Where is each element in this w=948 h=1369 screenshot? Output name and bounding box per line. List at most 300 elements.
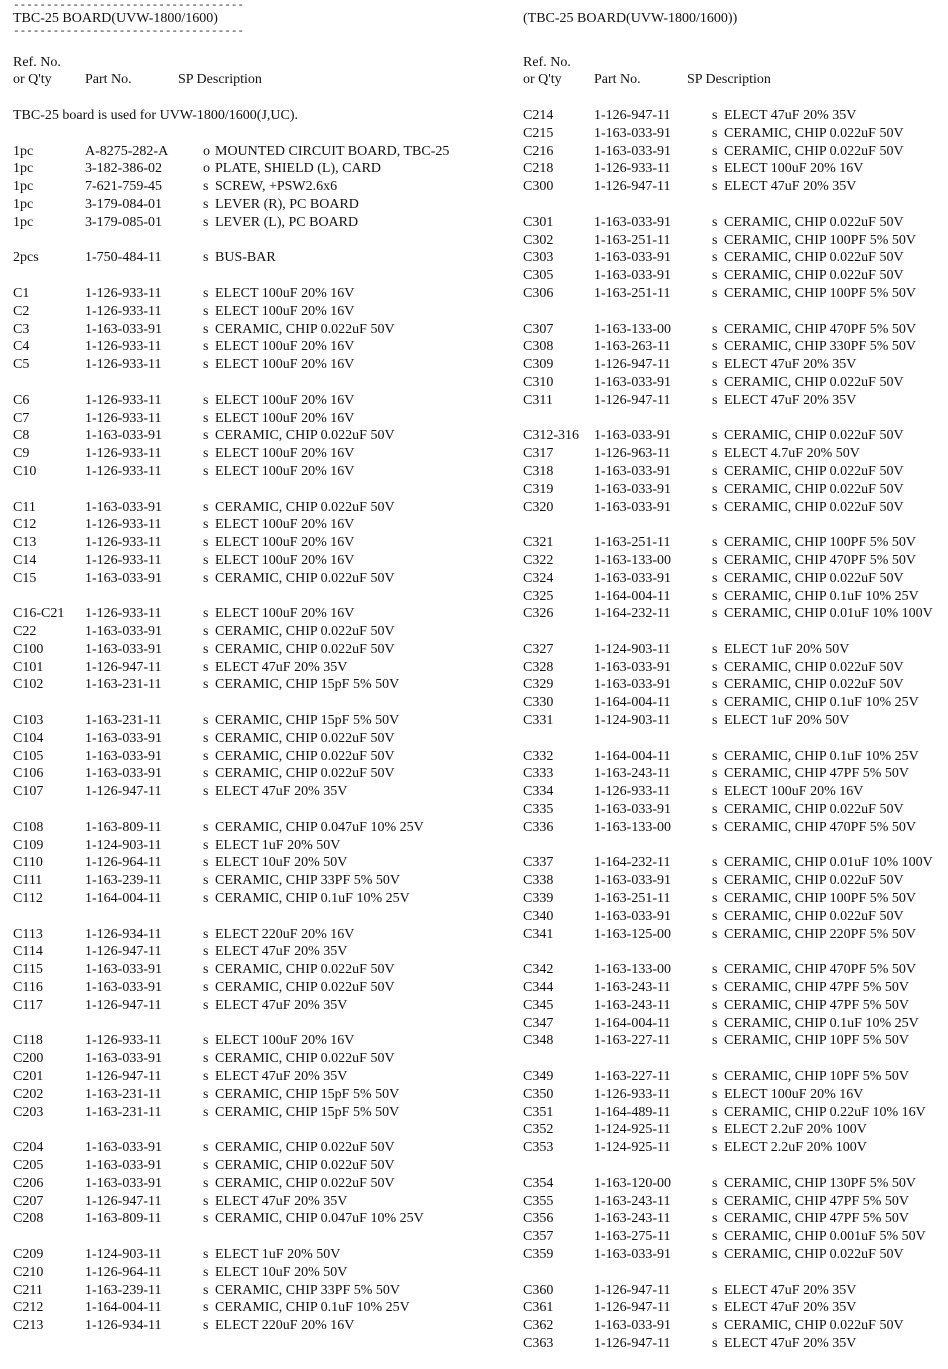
part-number-cell: 1-163-033-91 — [85, 570, 162, 586]
part-number-cell: 1-124-903-11 — [85, 837, 162, 853]
table-row — [13, 338, 483, 356]
part-number-cell: 1-163-133-00 — [594, 962, 671, 978]
part-number-cell: 1-163-243-11 — [594, 1211, 671, 1227]
part-number-cell: 7-621-759-45 — [85, 179, 162, 195]
part-number-cell: 1-163-251-11 — [594, 285, 671, 301]
description-cell: ELECT 100uF 20% 16V — [215, 463, 355, 479]
description-cell: ELECT 1uF 20% 50V — [215, 1246, 341, 1262]
table-row — [523, 1086, 943, 1104]
ref-cell: C16-C21 — [13, 606, 65, 622]
table-row — [523, 374, 943, 392]
part-number-cell: 1-126-947-11 — [85, 944, 162, 960]
sp-code-cell: s — [203, 428, 209, 444]
ref-cell: C111 — [13, 873, 43, 889]
ref-cell: C105 — [13, 748, 44, 764]
sp-code-cell: s — [712, 855, 718, 871]
part-number-cell: 1-163-243-11 — [594, 766, 671, 782]
column-header — [13, 71, 483, 89]
ref-cell: C201 — [13, 1069, 44, 1085]
sp-code-cell: s — [203, 1158, 209, 1173]
part-number-cell: 1-163-033-91 — [85, 624, 162, 640]
ref-cell: C301 — [523, 214, 554, 230]
sp-code-cell: s — [712, 125, 718, 141]
table-row — [523, 801, 943, 819]
table-row — [13, 392, 483, 410]
sp-code-cell: s — [712, 321, 718, 337]
part-number-cell: 1-163-033-91 — [85, 1140, 162, 1156]
description-cell: CERAMIC, CHIP 0.01uF 10% 100V — [724, 855, 933, 871]
part-number-cell: 1-163-033-91 — [594, 268, 671, 284]
description-cell: CERAMIC, CHIP 47PF 5% 50V — [724, 980, 910, 996]
sp-code-cell: s — [203, 1069, 209, 1085]
table-row — [13, 837, 483, 855]
description-cell: ELECT 100uF 20% 16V — [215, 392, 355, 408]
sp-code-cell: s — [712, 1193, 718, 1209]
description-cell: CERAMIC, CHIP 0.022uF 50V — [724, 268, 904, 284]
table-row — [13, 926, 483, 944]
ref-cell: C307 — [523, 321, 554, 337]
description-cell: ELECT 100uF 20% 16V — [215, 1033, 355, 1049]
part-number-cell: 1-163-239-11 — [85, 1282, 162, 1298]
sp-code-cell: s — [712, 1122, 718, 1138]
table-row — [13, 143, 483, 161]
ref-cell: C210 — [13, 1264, 44, 1280]
table-row — [523, 481, 943, 499]
sp-code-cell: s — [203, 980, 209, 996]
description-cell: CERAMIC, CHIP 0.022uF 50V — [724, 802, 904, 818]
sp-code-cell: s — [712, 926, 718, 942]
sp-code-cell: s — [712, 374, 718, 390]
description-cell: CERAMIC, CHIP 47PF 5% 50V — [724, 1193, 910, 1209]
sp-code-cell: s — [712, 891, 718, 907]
ref-cell: C325 — [523, 588, 554, 604]
description-cell: ELECT 100uF 20% 16V — [215, 303, 355, 319]
ref-cell: C347 — [523, 1015, 554, 1031]
ref-cell: C14 — [13, 552, 37, 568]
description-cell: CERAMIC, CHIP 0.022uF 50V — [724, 428, 904, 444]
table-row — [13, 712, 483, 730]
part-number-cell: 1-163-033-91 — [594, 1246, 671, 1262]
sp-code-cell: s — [203, 1246, 209, 1262]
sp-code-cell: s — [203, 962, 209, 978]
ref-cell: C115 — [13, 962, 43, 978]
ref-cell: C213 — [13, 1318, 44, 1334]
description-cell: CERAMIC, CHIP 47PF 5% 50V — [724, 997, 910, 1013]
table-row — [523, 125, 943, 143]
ref-cell: C310 — [523, 374, 554, 390]
description-cell: CERAMIC, CHIP 0.022uF 50V — [215, 1051, 395, 1067]
header-sp-description: SP Description — [178, 72, 262, 88]
ref-cell: C208 — [13, 1211, 44, 1227]
table-row — [523, 1282, 943, 1300]
parts-table-right — [523, 107, 943, 1353]
sp-code-cell: s — [203, 285, 209, 301]
table-row — [523, 712, 943, 730]
table-row — [523, 392, 943, 410]
part-number-cell: 1-164-232-11 — [594, 606, 671, 622]
ref-cell: C15 — [13, 570, 37, 586]
part-number-cell: 1-164-489-11 — [594, 1104, 671, 1120]
header-ref-qty: or Q'ty — [13, 72, 52, 88]
ref-cell: 1pc — [13, 179, 34, 195]
description-cell: ELECT 47uF 20% 35V — [215, 944, 348, 960]
sp-code-cell: s — [203, 250, 209, 266]
table-row — [13, 1068, 483, 1086]
table-row — [13, 676, 483, 694]
sp-code-cell: s — [203, 1086, 209, 1102]
ref-cell: C332 — [523, 748, 554, 764]
description-cell: CERAMIC, CHIP 0.022uF 50V — [724, 214, 904, 230]
ref-cell: C334 — [523, 784, 554, 800]
description-cell: CERAMIC, CHIP 0.022uF 50V — [215, 980, 395, 996]
header-part-no: Part No. — [85, 72, 132, 88]
table-row — [13, 321, 483, 339]
description-cell: CERAMIC, CHIP 470PF 5% 50V — [724, 819, 917, 835]
sp-code-cell: s — [203, 463, 209, 479]
table-row — [523, 605, 943, 623]
ref-cell: C335 — [523, 802, 554, 818]
part-number-cell: 1-163-033-91 — [594, 125, 671, 141]
description-cell: CERAMIC, CHIP 0.047uF 10% 25V — [215, 1211, 424, 1227]
ref-cell: C303 — [523, 250, 554, 266]
ref-cell: C355 — [523, 1193, 554, 1209]
description-cell: CERAMIC, CHIP 470PF 5% 50V — [724, 962, 917, 978]
description-cell: ELECT 2.2uF 20% 100V — [724, 1122, 867, 1138]
table-row — [523, 1121, 943, 1139]
sp-code-cell: s — [712, 1246, 718, 1262]
table-row — [13, 1050, 483, 1068]
ref-cell: C305 — [523, 268, 554, 284]
table-row — [13, 659, 483, 677]
sp-code-cell: o — [203, 161, 210, 177]
table-row — [13, 943, 483, 961]
sp-code-cell: s — [203, 552, 209, 568]
part-number-cell: 1-163-251-11 — [594, 891, 671, 907]
header-ref-no: Ref. No. — [13, 54, 61, 70]
sp-code-cell: s — [712, 997, 718, 1013]
table-row — [13, 570, 483, 588]
sp-code-cell: s — [712, 1282, 718, 1298]
sp-code-cell: s — [203, 891, 209, 907]
part-number-cell: 1-126-933-11 — [85, 517, 162, 533]
ref-cell: C203 — [13, 1104, 44, 1120]
table-row — [13, 730, 483, 748]
description-cell: CERAMIC, CHIP 0.047uF 10% 25V — [215, 819, 424, 835]
part-number-cell: 1-126-947-11 — [594, 179, 671, 195]
table-row — [523, 979, 943, 997]
table-row — [13, 214, 483, 232]
table-row — [13, 552, 483, 570]
description-cell: CERAMIC, CHIP 0.022uF 50V — [215, 1140, 395, 1156]
description-cell: CERAMIC, CHIP 0.022uF 50V — [724, 463, 904, 479]
part-number-cell: 1-163-033-91 — [85, 730, 162, 746]
description-cell: CERAMIC, CHIP 0.022uF 50V — [724, 873, 904, 889]
ref-cell: C7 — [13, 410, 30, 426]
ref-cell: C338 — [523, 873, 554, 889]
ref-cell: C206 — [13, 1175, 44, 1191]
ref-cell: C349 — [523, 1069, 554, 1085]
table-row — [523, 908, 943, 926]
sp-code-cell: s — [712, 161, 718, 177]
description-cell: CERAMIC, CHIP 15pF 5% 50V — [215, 713, 400, 729]
description-cell: ELECT 100uF 20% 16V — [724, 161, 864, 177]
part-number-cell: 1-163-033-91 — [594, 143, 671, 159]
table-row — [523, 107, 943, 125]
ref-cell: C336 — [523, 819, 554, 835]
table-row — [13, 605, 483, 623]
sp-code-cell: s — [712, 499, 718, 515]
description-cell: BUS-BAR — [215, 250, 276, 266]
ref-cell: C351 — [523, 1104, 554, 1120]
sp-code-cell: s — [203, 1051, 209, 1067]
ref-cell: C214 — [523, 107, 554, 123]
description-cell: CERAMIC, CHIP 220PF 5% 50V — [724, 926, 917, 942]
table-row — [523, 1317, 943, 1335]
table-row — [13, 534, 483, 552]
sp-code-cell: s — [712, 1335, 718, 1351]
part-number-cell: 1-163-033-91 — [85, 499, 162, 515]
table-row — [13, 890, 483, 908]
part-number-cell: 1-126-933-11 — [85, 1033, 162, 1049]
ref-cell: C328 — [523, 659, 554, 675]
part-number-cell: 1-163-033-91 — [85, 962, 162, 978]
sp-code-cell: s — [712, 446, 718, 462]
ref-cell: C363 — [523, 1335, 554, 1351]
table-row — [13, 1246, 483, 1264]
sp-code-cell: s — [203, 677, 209, 693]
sp-code-cell: s — [712, 535, 718, 551]
description-cell: CERAMIC, CHIP 0.022uF 50V — [724, 374, 904, 390]
table-row — [523, 267, 943, 285]
ref-cell: C359 — [523, 1246, 554, 1262]
part-number-cell: 1-126-947-11 — [594, 1300, 671, 1316]
description-cell: CERAMIC, CHIP 0.022uF 50V — [724, 125, 904, 141]
part-number-cell: 1-163-033-91 — [594, 659, 671, 675]
part-number-cell: 1-126-933-11 — [85, 303, 162, 319]
table-row — [523, 214, 943, 232]
sp-code-cell: s — [712, 962, 718, 978]
table-row — [523, 160, 943, 178]
sp-code-cell: s — [712, 766, 718, 782]
part-number-cell: 1-163-033-91 — [594, 570, 671, 586]
ref-cell: C312-316 — [523, 428, 579, 444]
description-cell: ELECT 47uF 20% 35V — [724, 1282, 857, 1298]
sp-code-cell: s — [203, 179, 209, 195]
part-number-cell: 1-163-033-91 — [85, 1051, 162, 1067]
ref-cell: C8 — [13, 428, 30, 444]
description-cell: CERAMIC, CHIP 15pF 5% 50V — [215, 1086, 400, 1102]
sp-code-cell: s — [712, 285, 718, 301]
table-row — [523, 463, 943, 481]
ref-cell: C9 — [13, 446, 30, 462]
sp-code-cell: s — [712, 552, 718, 568]
table-row — [13, 1139, 483, 1157]
table-row — [523, 1015, 943, 1033]
top-rule: ----------------------------------- — [13, 0, 245, 12]
part-number-cell: 1-163-125-00 — [594, 926, 671, 942]
ref-cell: C212 — [13, 1300, 44, 1316]
table-row — [523, 232, 943, 250]
part-number-cell: 1-126-963-11 — [594, 446, 671, 462]
ref-cell: C331 — [523, 713, 554, 729]
part-number-cell: 1-126-933-11 — [594, 161, 671, 177]
part-number-cell: 1-124-925-11 — [594, 1122, 671, 1138]
description-cell: ELECT 220uF 20% 16V — [215, 1318, 355, 1334]
part-number-cell: 1-126-964-11 — [85, 1264, 162, 1280]
sp-code-cell: s — [203, 748, 209, 764]
sp-code-cell: s — [712, 179, 718, 195]
part-number-cell: 1-124-925-11 — [594, 1140, 671, 1156]
table-row — [13, 303, 483, 321]
sp-code-cell: s — [712, 428, 718, 444]
part-number-cell: 1-163-033-91 — [594, 374, 671, 390]
sp-code-cell: s — [712, 1104, 718, 1120]
part-number-cell: 1-126-947-11 — [85, 1069, 162, 1085]
description-cell: ELECT 2.2uF 20% 100V — [724, 1140, 867, 1156]
description-cell: CERAMIC, CHIP 0.022uF 50V — [724, 677, 904, 693]
description-cell: ELECT 47uF 20% 35V — [724, 179, 857, 195]
table-row — [13, 499, 483, 517]
ref-cell: C300 — [523, 179, 554, 195]
description-cell: CERAMIC, CHIP 10PF 5% 50V — [724, 1069, 910, 1085]
sp-code-cell: s — [712, 588, 718, 604]
sp-code-cell: s — [712, 339, 718, 355]
description-cell: CERAMIC, CHIP 0.022uF 50V — [215, 1158, 395, 1173]
table-row — [13, 819, 483, 837]
ref-cell: C4 — [13, 339, 30, 355]
ref-cell: C207 — [13, 1193, 44, 1209]
description-cell: ELECT 47uF 20% 35V — [215, 997, 348, 1013]
sp-code-cell: s — [712, 1069, 718, 1085]
description-cell: CERAMIC, CHIP 0.001uF 5% 50V — [724, 1229, 926, 1245]
ref-cell: C200 — [13, 1051, 44, 1067]
table-row — [13, 623, 483, 641]
description-cell: ELECT 100uF 20% 16V — [215, 285, 355, 301]
description-cell: CERAMIC, CHIP 0.022uF 50V — [724, 1246, 904, 1262]
table-row — [523, 765, 943, 783]
part-number-cell: 1-126-947-11 — [594, 357, 671, 373]
description-cell: CERAMIC, CHIP 0.1uF 10% 25V — [724, 748, 919, 764]
part-number-cell: 1-163-033-91 — [594, 463, 671, 479]
sp-code-cell: s — [203, 1175, 209, 1191]
part-number-cell: 1-126-933-11 — [594, 784, 671, 800]
ref-cell: C339 — [523, 891, 554, 907]
ref-cell: C101 — [13, 659, 44, 675]
sp-code-cell: s — [712, 250, 718, 266]
table-row — [13, 765, 483, 783]
part-number-cell: 1-163-033-91 — [85, 1158, 162, 1173]
description-cell: CERAMIC, CHIP 0.022uF 50V — [215, 570, 395, 586]
part-number-cell: 1-126-947-11 — [594, 392, 671, 408]
description-cell: CERAMIC, CHIP 0.022uF 50V — [724, 481, 904, 497]
ref-cell: C361 — [523, 1300, 554, 1316]
ref-cell: C344 — [523, 980, 554, 996]
table-row — [523, 570, 943, 588]
sp-code-cell: s — [203, 1193, 209, 1209]
sp-code-cell: s — [712, 143, 718, 159]
sp-code-cell: s — [203, 321, 209, 337]
sp-code-cell: s — [712, 659, 718, 675]
description-cell: ELECT 100uF 20% 16V — [215, 446, 355, 462]
table-row — [523, 872, 943, 890]
part-number-cell: 1-163-033-91 — [594, 677, 671, 693]
ref-cell: 2pcs — [13, 250, 39, 266]
table-row — [523, 552, 943, 570]
part-number-cell: 1-126-934-11 — [85, 1318, 162, 1334]
description-cell: ELECT 100uF 20% 16V — [215, 339, 355, 355]
description-cell: CERAMIC, CHIP 0.022uF 50V — [724, 499, 904, 515]
table-row — [523, 1299, 943, 1317]
part-number-cell: 1-124-903-11 — [85, 1246, 162, 1262]
description-cell: CERAMIC, CHIP 47PF 5% 50V — [724, 1211, 910, 1227]
header-part-no: Part No. — [594, 72, 641, 88]
part-number-cell: 1-124-903-11 — [594, 641, 671, 657]
part-number-cell: 1-163-227-11 — [594, 1033, 671, 1049]
sp-code-cell: o — [203, 143, 210, 159]
ref-cell: C118 — [13, 1033, 43, 1049]
ref-cell: C10 — [13, 463, 37, 479]
table-row — [523, 997, 943, 1015]
ref-cell: C204 — [13, 1140, 44, 1156]
sp-code-cell: s — [203, 410, 209, 426]
table-row — [523, 748, 943, 766]
part-number-cell: 1-163-033-91 — [594, 802, 671, 818]
description-cell: CERAMIC, CHIP 0.022uF 50V — [215, 1175, 395, 1191]
part-number-cell: 1-163-133-00 — [594, 552, 671, 568]
description-cell: CERAMIC, CHIP 0.022uF 50V — [724, 570, 904, 586]
description-cell: CERAMIC, CHIP 100PF 5% 50V — [724, 285, 917, 301]
description-cell: CERAMIC, CHIP 0.01uF 10% 100V — [724, 606, 933, 622]
description-cell: ELECT 1uF 20% 50V — [724, 713, 850, 729]
sp-code-cell: s — [712, 1175, 718, 1191]
description-cell: CERAMIC, CHIP 0.022uF 50V — [215, 962, 395, 978]
sp-code-cell: s — [712, 463, 718, 479]
description-cell: ELECT 1uF 20% 50V — [724, 641, 850, 657]
table-row — [523, 1104, 943, 1122]
description-cell: CERAMIC, CHIP 0.1uF 10% 25V — [724, 588, 919, 604]
description-cell: ELECT 100uF 20% 16V — [215, 357, 355, 373]
part-number-cell: 1-126-934-11 — [85, 926, 162, 942]
sp-code-cell: s — [712, 980, 718, 996]
part-number-cell: 1-163-231-11 — [85, 1104, 162, 1120]
ref-cell: C311 — [523, 392, 553, 408]
description-cell: ELECT 47uF 20% 35V — [724, 107, 857, 123]
sp-code-cell: s — [712, 268, 718, 284]
part-number-cell: 1-163-809-11 — [85, 819, 162, 835]
description-cell: CERAMIC, CHIP 15pF 5% 50V — [215, 1104, 400, 1120]
sp-code-cell: s — [203, 1282, 209, 1298]
part-number-cell: 1-163-239-11 — [85, 873, 162, 889]
ref-cell: C6 — [13, 392, 30, 408]
part-number-cell: 1-126-964-11 — [85, 855, 162, 871]
sp-code-cell: s — [712, 908, 718, 924]
table-row — [13, 445, 483, 463]
description-cell: ELECT 10uF 20% 50V — [215, 855, 348, 871]
ref-cell: C317 — [523, 446, 554, 462]
ref-cell: C205 — [13, 1158, 44, 1173]
description-cell: CERAMIC, CHIP 0.22uF 10% 16V — [724, 1104, 926, 1120]
ref-cell: C354 — [523, 1175, 554, 1191]
table-row — [523, 961, 943, 979]
description-cell: CERAMIC, CHIP 15pF 5% 50V — [215, 677, 400, 693]
sp-code-cell: s — [203, 1033, 209, 1049]
table-row — [13, 516, 483, 534]
ref-cell: C103 — [13, 713, 44, 729]
part-number-cell: 1-126-947-11 — [594, 1282, 671, 1298]
description-cell: ELECT 220uF 20% 16V — [215, 926, 355, 942]
part-number-cell: 1-163-033-91 — [85, 1175, 162, 1191]
sp-code-cell: s — [203, 713, 209, 729]
